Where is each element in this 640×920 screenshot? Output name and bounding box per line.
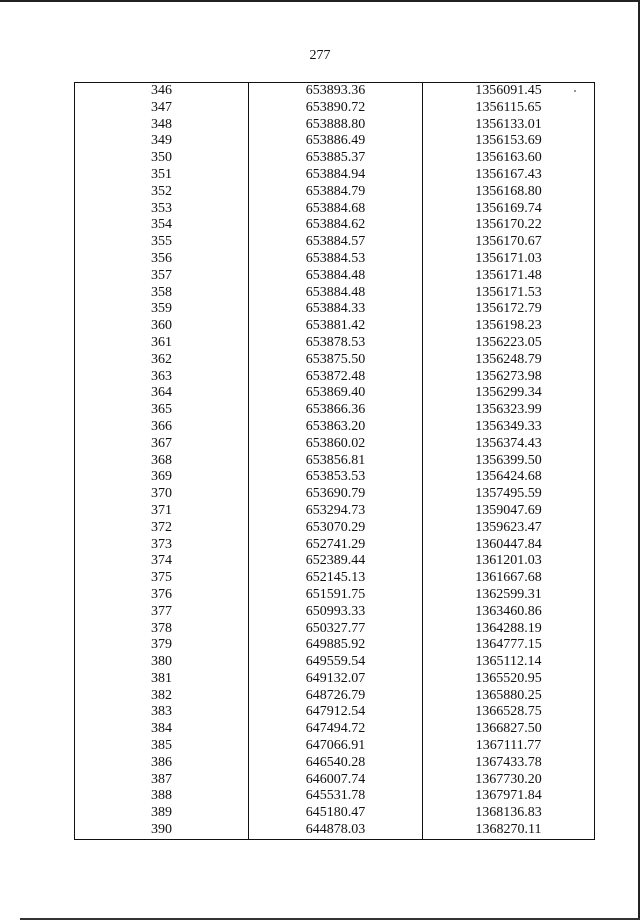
x-coordinate-cell: 653872.48 bbox=[249, 369, 423, 386]
x-coordinate-cell: 653881.42 bbox=[249, 318, 423, 335]
point-number-cell: 386 bbox=[75, 755, 249, 772]
x-coordinate-cell: 652741.29 bbox=[249, 537, 423, 554]
x-coordinate-cell: 653888.80 bbox=[249, 117, 423, 134]
y-coordinate-cell: 1361201.03 bbox=[423, 553, 595, 570]
point-number-cell: 385 bbox=[75, 738, 249, 755]
y-coordinate-cell: 1367730.20 bbox=[423, 772, 595, 789]
table-row bbox=[75, 217, 595, 234]
x-coordinate-cell: 653885.37 bbox=[249, 150, 423, 167]
x-coordinate-cell: 649559.54 bbox=[249, 654, 423, 671]
y-coordinate-cell: 1356172.79 bbox=[423, 301, 595, 318]
point-number-cell: 380 bbox=[75, 654, 249, 671]
y-coordinate-cell: 1356153.69 bbox=[423, 133, 595, 150]
table-row bbox=[75, 251, 595, 268]
table-row bbox=[75, 436, 595, 453]
point-number-cell: 351 bbox=[75, 167, 249, 184]
point-number-cell: 381 bbox=[75, 671, 249, 688]
x-coordinate-cell: 647494.72 bbox=[249, 721, 423, 738]
y-coordinate-cell: 1356424.68 bbox=[423, 469, 595, 486]
x-coordinate-cell: 653886.49 bbox=[249, 133, 423, 150]
y-coordinate-cell: 1360447.84 bbox=[423, 537, 595, 554]
y-coordinate-cell: 1359623.47 bbox=[423, 520, 595, 537]
table-row bbox=[75, 268, 595, 285]
table-row bbox=[75, 301, 595, 318]
y-coordinate-cell: 1356349.33 bbox=[423, 419, 595, 436]
point-number-cell: 376 bbox=[75, 587, 249, 604]
y-coordinate-cell: 1362599.31 bbox=[423, 587, 595, 604]
table-row bbox=[75, 822, 595, 839]
y-coordinate-cell: 1356163.60 bbox=[423, 150, 595, 167]
table-row bbox=[75, 167, 595, 184]
point-number-cell: 352 bbox=[75, 184, 249, 201]
x-coordinate-cell: 653875.50 bbox=[249, 352, 423, 369]
y-coordinate-cell: 1368136.83 bbox=[423, 805, 595, 822]
table-row bbox=[75, 469, 595, 486]
coordinate-table-body bbox=[75, 83, 595, 840]
point-number-cell: 365 bbox=[75, 402, 249, 419]
point-number-cell: 364 bbox=[75, 385, 249, 402]
table-row bbox=[75, 671, 595, 688]
x-coordinate-cell: 653866.36 bbox=[249, 402, 423, 419]
point-number-cell: 378 bbox=[75, 621, 249, 638]
x-coordinate-cell: 644878.03 bbox=[249, 822, 423, 839]
table-row bbox=[75, 318, 595, 335]
table-row bbox=[75, 704, 595, 721]
y-coordinate-cell: 1365112.14 bbox=[423, 654, 595, 671]
page-number: 277 bbox=[309, 48, 331, 63]
table-row bbox=[75, 352, 595, 369]
x-coordinate-cell: 653890.72 bbox=[249, 100, 423, 117]
y-coordinate-cell: 1356115.65 bbox=[423, 100, 595, 117]
point-number-cell: 356 bbox=[75, 251, 249, 268]
y-coordinate-cell: 1356170.67 bbox=[423, 234, 595, 251]
point-number-cell: 354 bbox=[75, 217, 249, 234]
x-coordinate-cell: 647912.54 bbox=[249, 704, 423, 721]
table-row bbox=[75, 553, 595, 570]
table-row bbox=[75, 453, 595, 470]
point-number-cell: 359 bbox=[75, 301, 249, 318]
x-coordinate-cell: 653294.73 bbox=[249, 503, 423, 520]
point-number-cell: 348 bbox=[75, 117, 249, 134]
table-row bbox=[75, 587, 595, 604]
y-coordinate-cell: 1356168.80 bbox=[423, 184, 595, 201]
table-row bbox=[75, 150, 595, 167]
table-row bbox=[75, 772, 595, 789]
point-number-cell: 382 bbox=[75, 688, 249, 705]
x-coordinate-cell: 653070.29 bbox=[249, 520, 423, 537]
point-number-cell: 362 bbox=[75, 352, 249, 369]
point-number-cell: 375 bbox=[75, 570, 249, 587]
point-number-cell: 357 bbox=[75, 268, 249, 285]
y-coordinate-cell: 1368270.11 bbox=[423, 822, 595, 839]
table-row bbox=[75, 654, 595, 671]
table-row bbox=[75, 486, 595, 503]
point-number-cell: 371 bbox=[75, 503, 249, 520]
y-coordinate-cell: 1356133.01 bbox=[423, 117, 595, 134]
table-row bbox=[75, 738, 595, 755]
point-number-cell: 368 bbox=[75, 453, 249, 470]
x-coordinate-cell: 653878.53 bbox=[249, 335, 423, 352]
y-coordinate-cell: 1361667.68 bbox=[423, 570, 595, 587]
point-number-cell: 366 bbox=[75, 419, 249, 436]
x-coordinate-cell: 652389.44 bbox=[249, 553, 423, 570]
y-coordinate-cell: 1367433.78 bbox=[423, 755, 595, 772]
point-number-cell: 367 bbox=[75, 436, 249, 453]
x-coordinate-cell: 645180.47 bbox=[249, 805, 423, 822]
table-row bbox=[75, 234, 595, 251]
x-coordinate-cell: 649885.92 bbox=[249, 637, 423, 654]
y-coordinate-cell: 1356167.43 bbox=[423, 167, 595, 184]
y-coordinate-cell: 1363460.86 bbox=[423, 604, 595, 621]
x-coordinate-cell: 646540.28 bbox=[249, 755, 423, 772]
point-number-cell: 347 bbox=[75, 100, 249, 117]
x-coordinate-cell: 653884.33 bbox=[249, 301, 423, 318]
x-coordinate-cell: 653884.68 bbox=[249, 201, 423, 218]
y-coordinate-cell: 1356198.23 bbox=[423, 318, 595, 335]
x-coordinate-cell: 653884.94 bbox=[249, 167, 423, 184]
y-coordinate-cell: 1356323.99 bbox=[423, 402, 595, 419]
point-number-cell: 377 bbox=[75, 604, 249, 621]
x-coordinate-cell: 653860.02 bbox=[249, 436, 423, 453]
y-coordinate-cell: 1356399.50 bbox=[423, 453, 595, 470]
table-row bbox=[75, 285, 595, 302]
point-number-cell: 383 bbox=[75, 704, 249, 721]
table-row bbox=[75, 537, 595, 554]
y-coordinate-cell: 1356171.53 bbox=[423, 285, 595, 302]
table-row bbox=[75, 805, 595, 822]
point-number-cell: 350 bbox=[75, 150, 249, 167]
point-number-cell: 346 bbox=[75, 83, 249, 100]
y-coordinate-cell: 1366827.50 bbox=[423, 721, 595, 738]
point-number-cell: 361 bbox=[75, 335, 249, 352]
x-coordinate-cell: 653869.40 bbox=[249, 385, 423, 402]
y-coordinate-cell: 1367971.84 bbox=[423, 788, 595, 805]
y-coordinate-cell: 1356248.79 bbox=[423, 352, 595, 369]
point-number-cell: 372 bbox=[75, 520, 249, 537]
table-row bbox=[75, 721, 595, 738]
x-coordinate-cell: 650993.33 bbox=[249, 604, 423, 621]
scan-edge-top bbox=[0, 0, 640, 2]
table-row bbox=[75, 419, 595, 436]
table-row bbox=[75, 688, 595, 705]
table-row bbox=[75, 369, 595, 386]
point-number-cell: 363 bbox=[75, 369, 249, 386]
point-number-cell: 355 bbox=[75, 234, 249, 251]
y-coordinate-cell: 1356091.45 bbox=[423, 83, 595, 100]
y-coordinate-cell: 1364288.19 bbox=[423, 621, 595, 638]
x-coordinate-cell: 653690.79 bbox=[249, 486, 423, 503]
x-coordinate-cell: 648726.79 bbox=[249, 688, 423, 705]
x-coordinate-cell: 645531.78 bbox=[249, 788, 423, 805]
x-coordinate-cell: 653884.48 bbox=[249, 285, 423, 302]
y-coordinate-cell: 1366528.75 bbox=[423, 704, 595, 721]
x-coordinate-cell: 653856.81 bbox=[249, 453, 423, 470]
table-row bbox=[75, 503, 595, 520]
table-row bbox=[75, 788, 595, 805]
table-row bbox=[75, 335, 595, 352]
x-coordinate-cell: 651591.75 bbox=[249, 587, 423, 604]
table-row bbox=[75, 637, 595, 654]
table-row bbox=[75, 402, 595, 419]
table-row bbox=[75, 755, 595, 772]
point-number-cell: 379 bbox=[75, 637, 249, 654]
point-number-cell: 349 bbox=[75, 133, 249, 150]
y-coordinate-cell: 1365880.25 bbox=[423, 688, 595, 705]
table-row bbox=[75, 570, 595, 587]
x-coordinate-cell: 653853.53 bbox=[249, 469, 423, 486]
y-coordinate-cell: 1356374.43 bbox=[423, 436, 595, 453]
y-coordinate-cell: 1356171.03 bbox=[423, 251, 595, 268]
point-number-cell: 353 bbox=[75, 201, 249, 218]
y-coordinate-cell: 1356223.05 bbox=[423, 335, 595, 352]
table-row bbox=[75, 100, 595, 117]
y-coordinate-cell: 1356171.48 bbox=[423, 268, 595, 285]
table-row bbox=[75, 520, 595, 537]
x-coordinate-cell: 653884.79 bbox=[249, 184, 423, 201]
point-number-cell: 387 bbox=[75, 772, 249, 789]
point-number-cell: 384 bbox=[75, 721, 249, 738]
x-coordinate-cell: 653893.36 bbox=[249, 83, 423, 100]
point-number-cell: 374 bbox=[75, 553, 249, 570]
point-number-cell: 369 bbox=[75, 469, 249, 486]
point-number-cell: 390 bbox=[75, 822, 249, 839]
x-coordinate-cell: 647066.91 bbox=[249, 738, 423, 755]
x-coordinate-cell: 653863.20 bbox=[249, 419, 423, 436]
point-number-cell: 370 bbox=[75, 486, 249, 503]
table-row bbox=[75, 117, 595, 134]
y-coordinate-cell: 1359047.69 bbox=[423, 503, 595, 520]
table-row bbox=[75, 604, 595, 621]
table-row bbox=[75, 83, 595, 100]
y-coordinate-cell: 1364777.15 bbox=[423, 637, 595, 654]
coordinate-table bbox=[74, 82, 595, 840]
x-coordinate-cell: 653884.62 bbox=[249, 217, 423, 234]
table-row bbox=[75, 133, 595, 150]
y-coordinate-cell: 1365520.95 bbox=[423, 671, 595, 688]
x-coordinate-cell: 653884.53 bbox=[249, 251, 423, 268]
x-coordinate-cell: 650327.77 bbox=[249, 621, 423, 638]
y-coordinate-cell: 1356273.98 bbox=[423, 369, 595, 386]
point-number-cell: 358 bbox=[75, 285, 249, 302]
y-coordinate-cell: 1367111.77 bbox=[423, 738, 595, 755]
y-coordinate-cell: 1357495.59 bbox=[423, 486, 595, 503]
x-coordinate-cell: 653884.48 bbox=[249, 268, 423, 285]
table-row bbox=[75, 201, 595, 218]
point-number-cell: 360 bbox=[75, 318, 249, 335]
y-coordinate-cell: 1356169.74 bbox=[423, 201, 595, 218]
x-coordinate-cell: 653884.57 bbox=[249, 234, 423, 251]
x-coordinate-cell: 652145.13 bbox=[249, 570, 423, 587]
point-number-cell: 373 bbox=[75, 537, 249, 554]
table-row bbox=[75, 184, 595, 201]
x-coordinate-cell: 649132.07 bbox=[249, 671, 423, 688]
table-row bbox=[75, 621, 595, 638]
y-coordinate-cell: 1356170.22 bbox=[423, 217, 595, 234]
table-row bbox=[75, 385, 595, 402]
y-coordinate-cell: 1356299.34 bbox=[423, 385, 595, 402]
point-number-cell: 389 bbox=[75, 805, 249, 822]
point-number-cell: 388 bbox=[75, 788, 249, 805]
x-coordinate-cell: 646007.74 bbox=[249, 772, 423, 789]
